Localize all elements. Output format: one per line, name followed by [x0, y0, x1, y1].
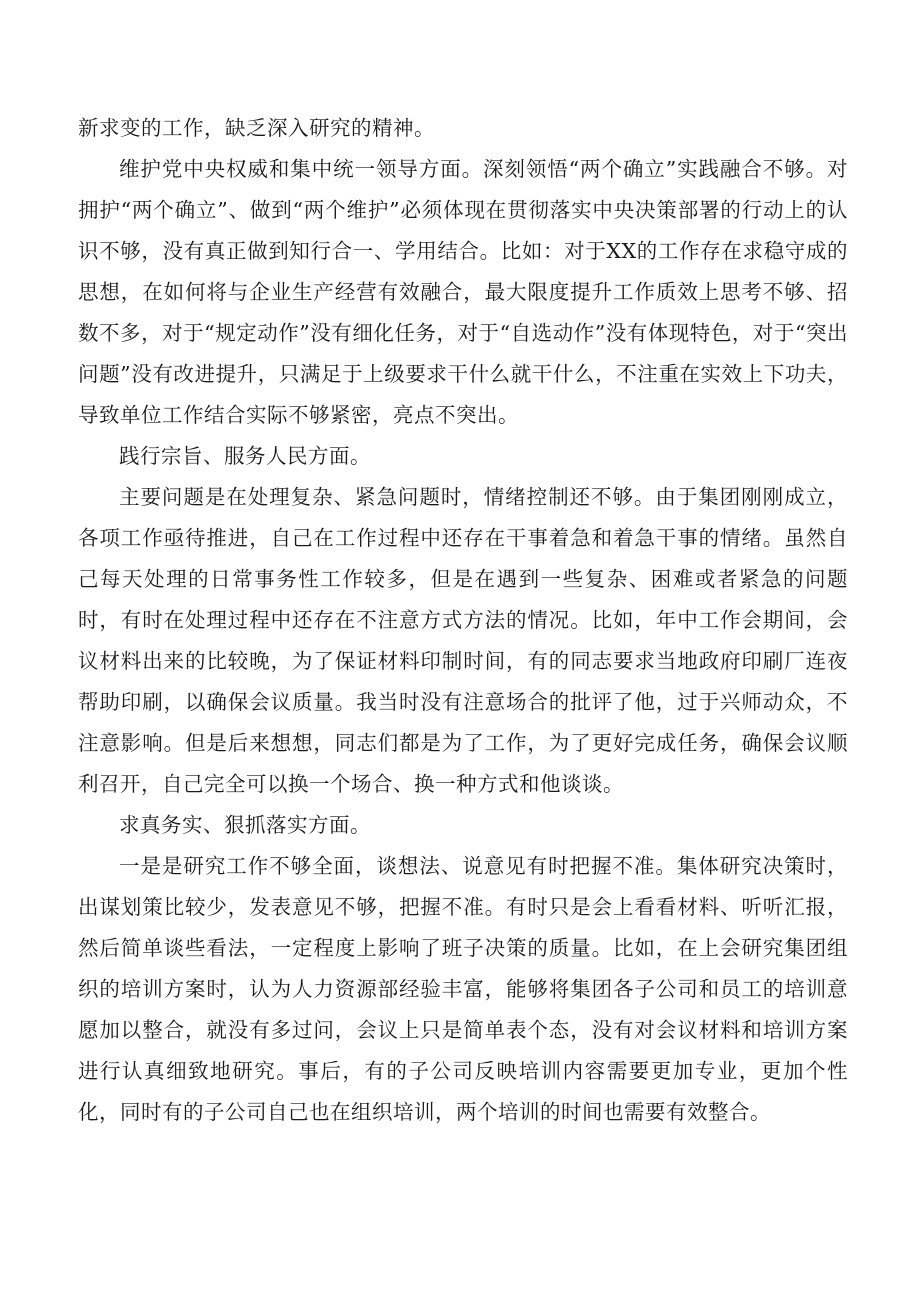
- paragraph-research-work: 一是是研究工作不够全面，谈想法、说意见有时把握不准。集体研究决策时，出谋划策比较少，发表意见不够，把握不准。有时只是会上看看材料、听听汇报，然后简单谈些看法，一定程度上影响了班子决策的质量。比如，在上会研究集团组织的培训方案时，认为人力资源部经验丰富，能够将集团各子公司和员工的培训意愿加以整合，就没有多过问，会议上只是简单表个态，没有对会议材料和培训方案进行认真细致地研究。事后，有的子公司反映培训内容需要更加专业，更加个性化，同时有的子公司自己也在组织培训，两个培训的时间也需要有效整合。: [78, 854, 848, 1124]
- document-body: [78, 108, 848, 1133]
- section-heading-pragmatism: 求真务实、狠抓落实方面。: [119, 813, 371, 837]
- paragraph-emotion-control: 主要问题是在处理复杂、紧急问题时，情绪控制还不够。由于集团刚刚成立，各项工作亟待推进，自己在工作过程中还存在干事着急和着急干事的情绪。虽然自己每天处理的日常事务性工作较多，但是在遇到一些复杂、困难或者紧急的问题时，有时在处理过程中还存在不注意方式方法的情况。比如，年中工作会期间，会议材料出来的比较晚，为了保证材料印制时间，有的同志要求当地政府印刷厂连夜帮助印刷，以确保会议质量。我当时没有注意场合的批评了他，过于兴师动众，不注意影响。但是后来想想，同志们都是为了工作，为了更好完成任务，确保会议顺利召开，自己完全可以换一个场合、换一种方式和他谈谈。: [78, 485, 848, 796]
- section-heading-serve-people: 践行宗旨、服务人民方面。: [119, 444, 371, 468]
- paragraph-continuation: 新求变的工作，缺乏深入研究的精神。: [78, 116, 435, 140]
- paragraph-party-authority: 维护党中央权威和集中统一领导方面。深刻领悟“两个确立”实践融合不够。对拥护“两个确立”、做到“两个维护”必须体现在贯彻落实中央决策部署的行动上的认识不够，没有真正做到知行合一、学用结合。比如：对于XX的工作存在求稳守成的思想，在如何将与企业生产经营有效融合，最大限度提升工作质效上思考不够、招数不多，对于“规定动作”没有细化任务，对于“自选动作”没有体现特色，对于“突出问题”没有改进提升，只满足于上级要求干什么就干什么，不注重在实效上下功夫，导致单位工作结合实际不够紧密，亮点不突出。: [78, 157, 848, 427]
